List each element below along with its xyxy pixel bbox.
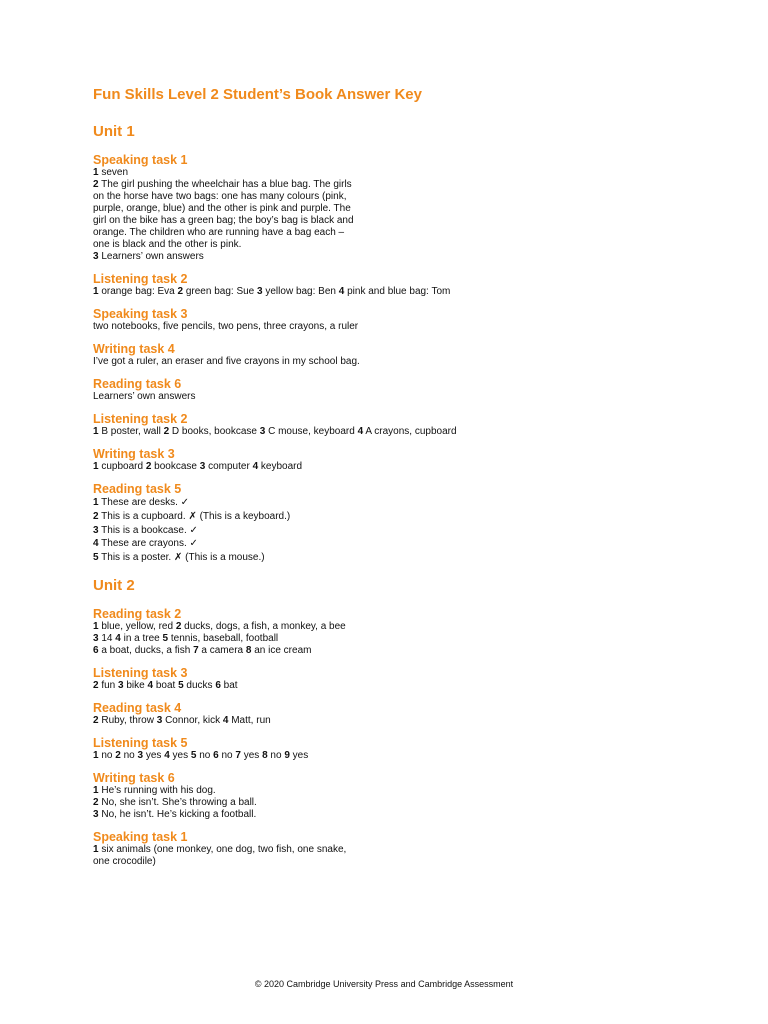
answer-text: No, he isn’t. He’s kicking a football. <box>98 808 257 820</box>
answer-text: I’ve got a ruler, an eraser and five crayons in my school bag. <box>93 356 360 367</box>
answer-line <box>93 461 713 473</box>
answer-line <box>93 215 713 227</box>
task-section <box>93 736 713 762</box>
answer-text: (This is a mouse.) <box>182 552 265 564</box>
answer-line <box>93 633 713 645</box>
item-number: 7 <box>193 644 199 656</box>
check-mark-icon: ✓ <box>180 497 190 508</box>
item-number: 2 <box>163 426 170 437</box>
unit-heading: Unit 1 <box>93 123 135 140</box>
task-heading: Reading task 4 <box>93 700 182 715</box>
answer-text: seven <box>98 167 129 178</box>
cross-mark-icon: ✗ <box>173 552 183 564</box>
answer-text: bat <box>220 679 238 691</box>
answer-line <box>93 715 713 727</box>
task-heading: Speaking task 1 <box>93 829 188 844</box>
answer-text: yes <box>169 749 191 761</box>
answer-line <box>93 621 713 633</box>
task-heading: Writing task 4 <box>93 342 175 356</box>
item-number: 8 <box>245 644 252 656</box>
answer-text: This is a bookcase. <box>98 524 190 536</box>
item-number: 3 <box>93 524 99 536</box>
answer-line <box>93 356 713 368</box>
answer-line <box>93 856 713 868</box>
answer-text: yes <box>240 749 263 761</box>
answer-text: girl on the bike has a green bag; the boy’s bag is black and <box>93 215 354 226</box>
answer-text: boat <box>153 679 179 691</box>
answer-line <box>93 797 713 809</box>
task-section <box>93 307 713 333</box>
task-heading: Reading task 2 <box>93 606 182 621</box>
item-number: 2 <box>93 179 99 190</box>
item-number: 4 <box>93 538 99 550</box>
answer-text: one crocodile) <box>93 855 156 867</box>
answer-line <box>93 227 713 239</box>
answer-text: on the horse have two bags: one has many colours (pink, <box>93 191 347 202</box>
answer-text: no <box>120 749 138 761</box>
item-number: 2 <box>177 286 184 297</box>
answer-text: C mouse, keyboard <box>265 426 358 437</box>
item-number: 8 <box>262 749 268 761</box>
answer-text: This is a poster. <box>98 552 174 564</box>
copyright-footer <box>0 979 768 990</box>
task-section <box>93 701 713 727</box>
answer-text: yes <box>289 749 309 761</box>
task-heading: Writing task 6 <box>93 770 175 785</box>
check-mark-icon: ✓ <box>189 538 198 550</box>
task-section <box>93 607 713 657</box>
answer-line <box>93 680 713 692</box>
answer-text: D books, bookcase <box>169 426 260 437</box>
answer-line <box>93 191 713 203</box>
item-number: 1 <box>93 286 99 297</box>
answer-text: six animals (one monkey, one dog, two fish, one snake, <box>98 843 347 855</box>
item-number: 4 <box>357 426 364 437</box>
cross-mark-icon: ✗ <box>188 510 197 522</box>
answer-text: blue, yellow, red <box>98 620 176 632</box>
task-heading: Listening task 2 <box>93 272 188 286</box>
answer-text: bookcase <box>151 461 200 472</box>
item-number: 2 <box>175 620 182 632</box>
answer-line <box>93 203 713 215</box>
item-number: 3 <box>93 632 99 644</box>
item-number: 2 <box>93 796 99 808</box>
answer-line <box>93 167 713 179</box>
answer-line <box>93 785 713 797</box>
copyright-text: © 2020 Cambridge University Press and Cambridge Assessment <box>254 979 514 989</box>
answer-line <box>93 645 713 657</box>
item-number: 4 <box>222 714 229 726</box>
item-number: 1 <box>93 461 99 472</box>
item-number: 1 <box>93 497 99 508</box>
answer-text: cupboard <box>98 461 146 472</box>
answer-line <box>93 524 713 538</box>
answer-text: a camera <box>198 644 246 656</box>
answer-text: Learners’ own answers <box>93 391 196 402</box>
item-number: 2 <box>145 461 152 472</box>
answer-text: No, she isn’t. She’s throwing a ball. <box>98 796 257 808</box>
task-section <box>93 153 713 263</box>
answer-text: an ice cream <box>251 644 312 656</box>
answer-key-document <box>93 86 713 877</box>
answer-text: pink and blue bag: Tom <box>344 286 451 297</box>
answer-text: no <box>218 749 236 761</box>
answer-text: ducks, dogs, a fish, a monkey, a bee <box>181 620 346 632</box>
answer-line <box>93 391 713 403</box>
answer-text: a boat, ducks, a fish <box>98 644 194 656</box>
item-number: 1 <box>93 620 99 632</box>
item-number: 4 <box>147 679 154 691</box>
answer-line <box>93 286 713 298</box>
answer-line <box>93 496 713 510</box>
answer-line <box>93 537 713 551</box>
answer-line <box>93 750 713 762</box>
item-number: 1 <box>93 167 99 178</box>
item-number: 3 <box>118 679 124 691</box>
task-section <box>93 666 713 692</box>
item-number: 3 <box>156 714 163 726</box>
answer-line <box>93 321 713 333</box>
answer-text: two notebooks, five pencils, two pens, three crayons, a ruler <box>93 321 359 332</box>
item-number: 4 <box>164 749 170 761</box>
answer-text: computer <box>205 461 253 472</box>
answer-line <box>93 551 713 565</box>
answer-text: A crayons, cupboard <box>363 426 457 437</box>
task-section <box>93 412 713 438</box>
item-number: 1 <box>93 426 99 437</box>
answer-text: 14 <box>98 632 116 644</box>
task-heading: Listening task 2 <box>93 412 188 426</box>
answer-text: Ruby, throw <box>98 714 157 726</box>
task-heading: Speaking task 3 <box>93 307 188 321</box>
item-number: 4 <box>252 461 259 472</box>
task-section <box>93 342 713 368</box>
item-number: 5 <box>93 552 99 564</box>
item-number: 1 <box>93 749 99 761</box>
task-heading: Reading task 6 <box>93 377 182 391</box>
answer-text: no <box>267 749 285 761</box>
item-number: 5 <box>162 632 169 644</box>
task-heading: Listening task 5 <box>93 735 188 750</box>
item-number: 7 <box>235 749 241 761</box>
item-number: 1 <box>93 843 99 855</box>
task-heading: Listening task 3 <box>93 665 188 680</box>
item-number: 3 <box>137 749 144 761</box>
task-section <box>93 447 713 473</box>
item-number: 2 <box>93 510 99 522</box>
item-number: 3 <box>93 251 99 262</box>
item-number: 6 <box>93 644 99 656</box>
item-number: 3 <box>93 808 99 820</box>
answer-text: orange bag: Eva <box>98 286 178 297</box>
answer-line <box>93 809 713 821</box>
answer-text: Connor, kick <box>162 714 223 726</box>
task-heading: Speaking task 1 <box>93 153 188 167</box>
answer-text: purple, orange, blue) and the other is pink and purple. The <box>93 203 351 214</box>
answer-text: These are desks. <box>98 497 181 508</box>
check-mark-icon: ✓ <box>189 524 198 536</box>
answer-line <box>93 251 713 263</box>
answer-text: The girl pushing the wheelchair has a blue bag. The girls <box>98 179 352 190</box>
item-number: 2 <box>115 749 121 761</box>
task-section <box>93 482 713 565</box>
answer-line <box>93 426 713 438</box>
answer-text: This is a cupboard. <box>98 510 189 522</box>
item-number: 9 <box>284 749 290 761</box>
answer-line <box>93 179 713 191</box>
answer-text: yes <box>143 749 165 761</box>
answer-text: keyboard <box>258 461 303 472</box>
answer-text: fun <box>98 679 119 691</box>
units-container <box>93 123 713 868</box>
item-number: 2 <box>93 714 99 726</box>
answer-text: orange. The children who are running have a bag each – <box>93 227 345 238</box>
item-number: 6 <box>215 679 221 691</box>
answer-text: Matt, run <box>228 714 271 726</box>
task-section <box>93 830 713 868</box>
item-number: 4 <box>115 632 121 644</box>
item-number: 5 <box>190 749 197 761</box>
answer-text: B poster, wall <box>98 426 164 437</box>
answer-line <box>93 510 713 524</box>
item-number: 6 <box>213 749 219 761</box>
answer-text: He’s running with his dog. <box>98 784 216 796</box>
item-number: 2 <box>93 679 99 691</box>
item-number: 3 <box>257 286 263 297</box>
answer-text: one is black and the other is pink. <box>93 239 242 250</box>
item-number: 4 <box>338 286 345 297</box>
answer-text: Learners’ own answers <box>98 251 204 262</box>
item-number: 5 <box>178 679 184 691</box>
answer-text: green bag: Sue <box>183 286 258 297</box>
answer-text: yellow bag: Ben <box>262 286 339 297</box>
task-heading: Reading task 5 <box>93 482 182 496</box>
item-number: 1 <box>93 784 99 796</box>
task-heading: Writing task 3 <box>93 447 175 461</box>
answer-line <box>93 844 713 856</box>
answer-line <box>93 239 713 251</box>
answer-text: (This is a keyboard.) <box>196 510 291 522</box>
answer-text: These are crayons. <box>98 538 190 550</box>
item-number: 3 <box>199 461 206 472</box>
document-title: Fun Skills Level 2 Student’s Book Answer Key <box>93 86 422 103</box>
item-number: 3 <box>259 426 266 437</box>
answer-text: in a tree <box>120 632 163 644</box>
answer-text: no <box>98 749 116 761</box>
answer-text: tennis, baseball, football <box>168 632 279 644</box>
unit-heading: Unit 2 <box>93 576 135 594</box>
answer-text: bike <box>123 679 148 691</box>
answer-text: no <box>196 749 214 761</box>
task-section <box>93 377 713 403</box>
task-section <box>93 272 713 298</box>
answer-text: ducks <box>183 679 216 691</box>
task-section <box>93 771 713 821</box>
